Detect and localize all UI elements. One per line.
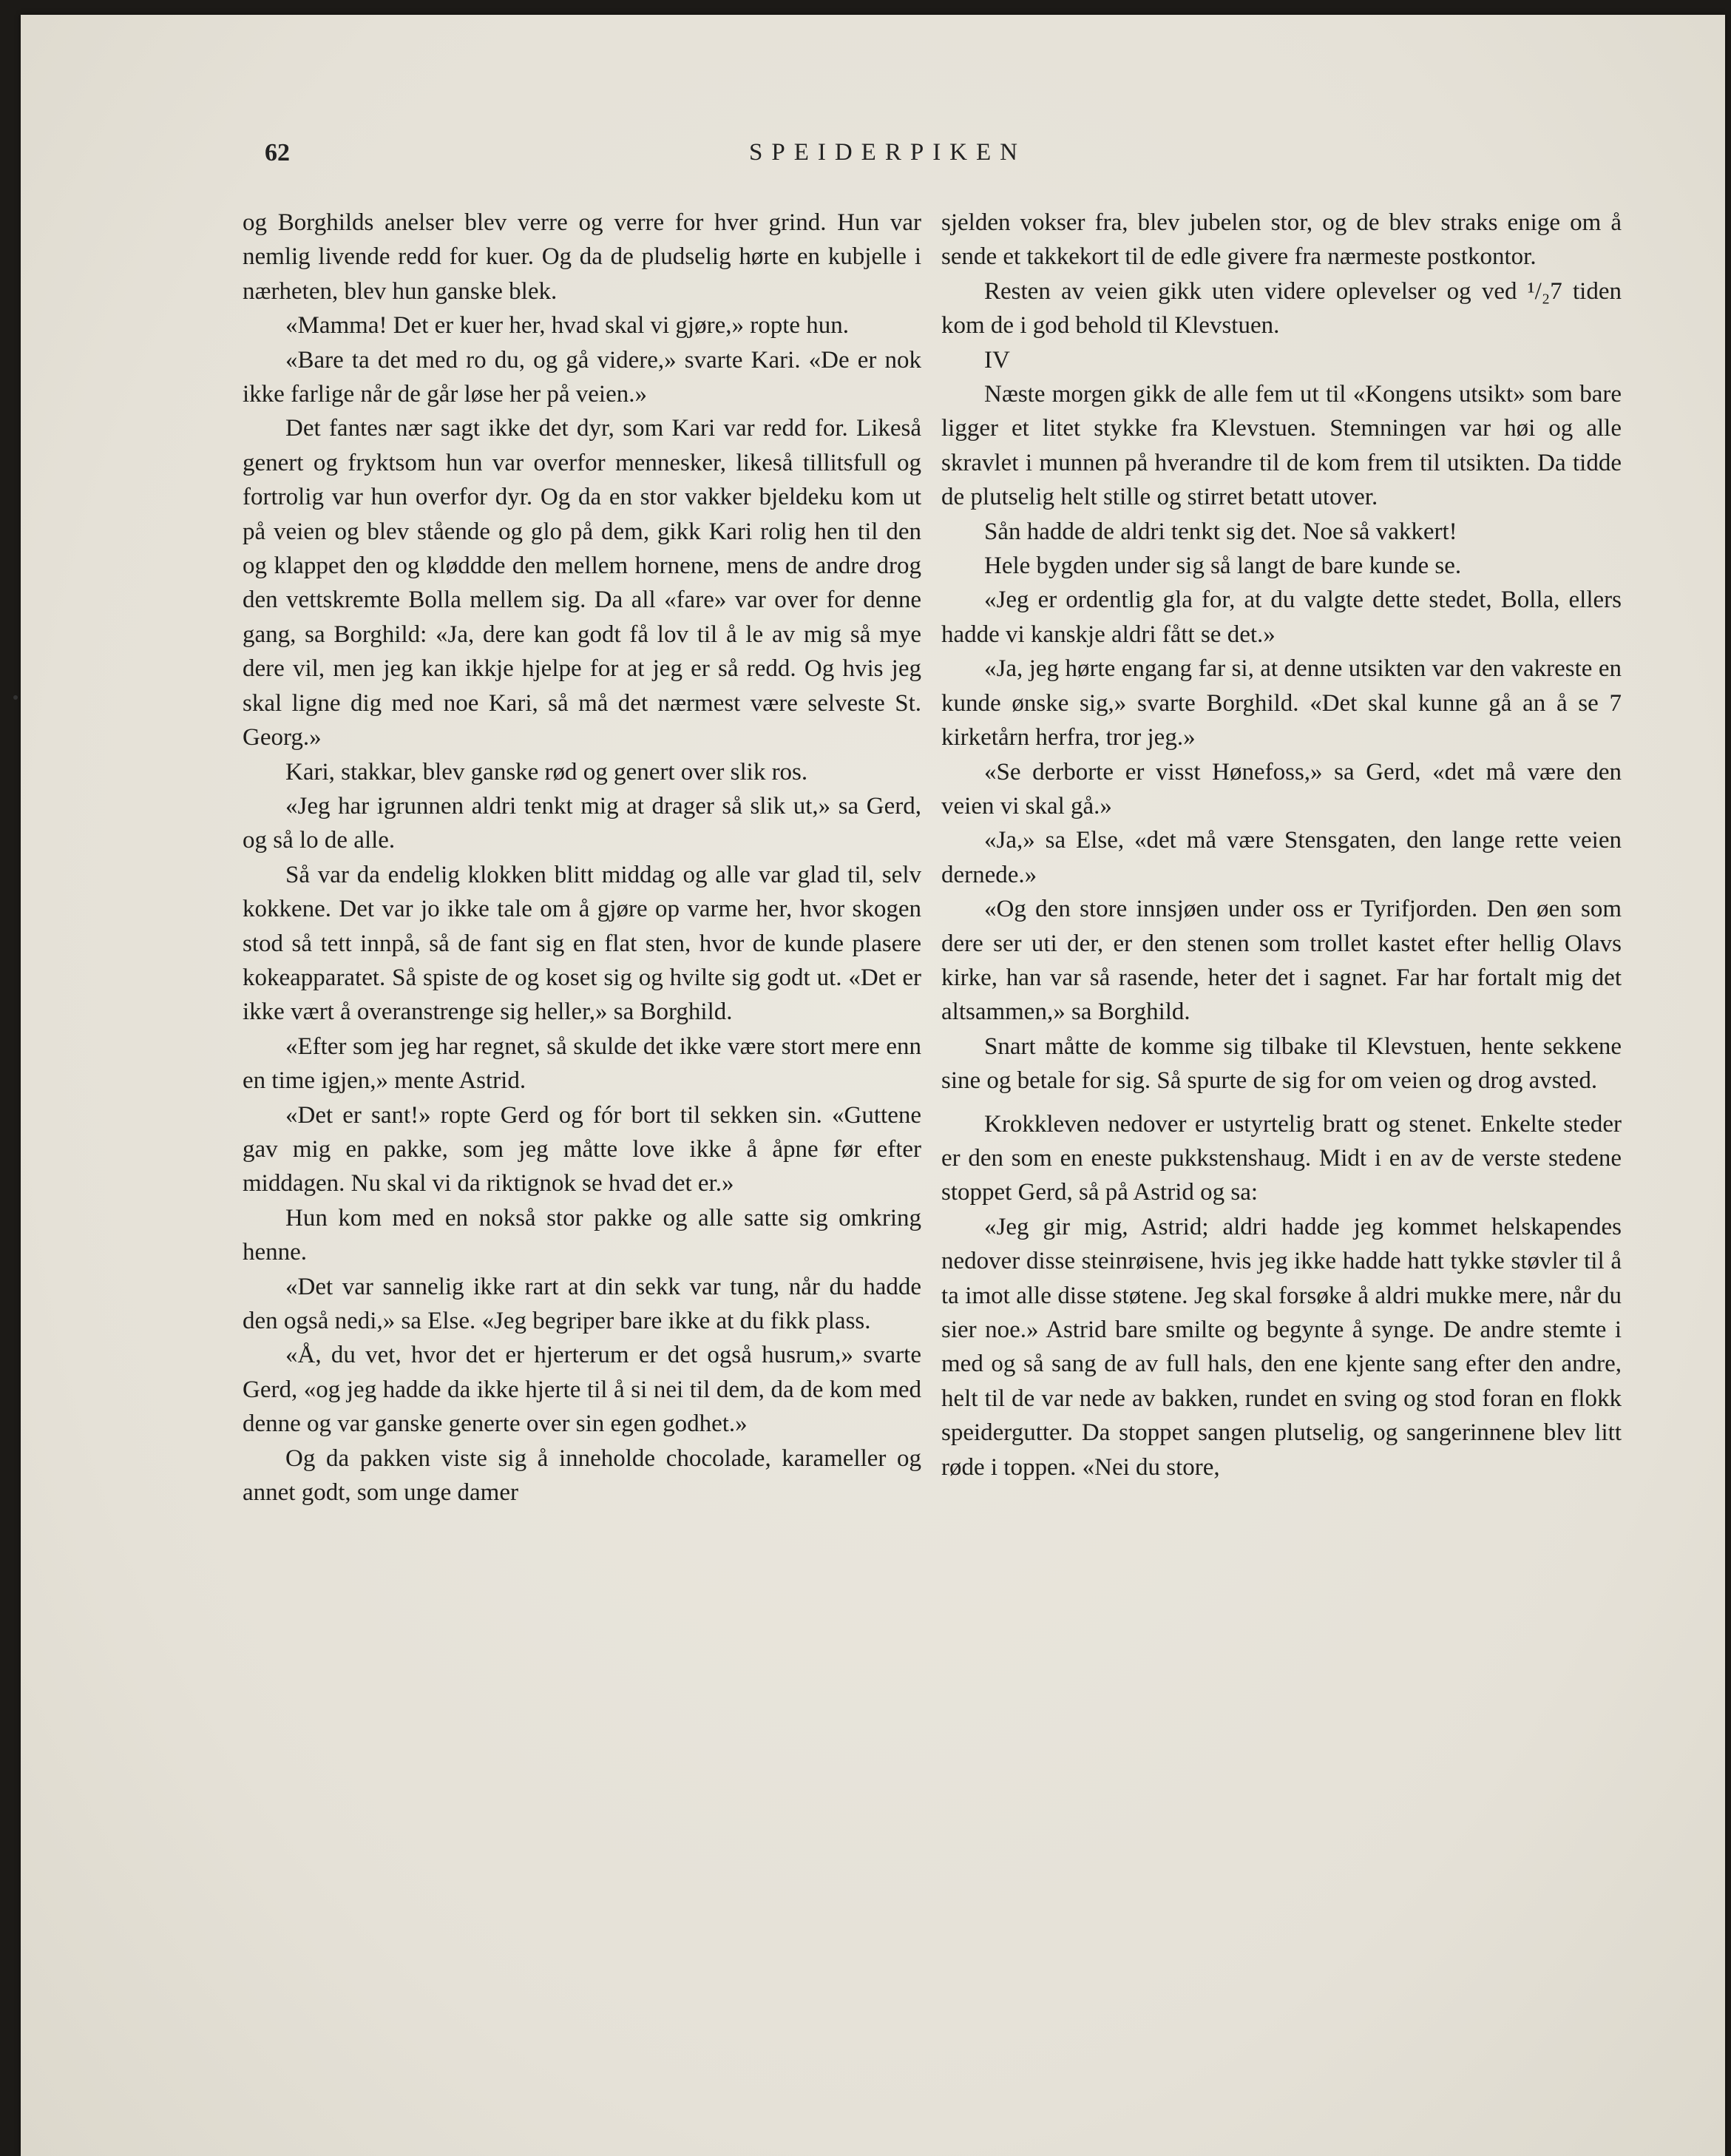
right-column: [941, 206, 1622, 1484]
paragraph: «Jeg gir mig, Astrid; aldri hadde jeg kommet helskapendes nedover disse steinrøisene, hvis jeg ikke hadde hatt tykke støvler til å ta imot alle disse støtene. Jeg skal forsøke å aldri mukke mere, når du sier noe.» Astrid bare smilte og begynte å synge. De andre stemte i med og så sang de av full hals, den ene kjente sang efter den andre, helt til de var nede av bakken, rundet en sving og stod foran en flokk speidergutter. Da stoppet sangen plutselig, og sangerinnene blev litt røde i toppen. «Nei du store,: [941, 1213, 1622, 1481]
paragraph: sjelden vokser fra, blev jubelen stor, og de blev straks enige om å sende et takkekort til de edle givere fra nærmeste postkontor.: [941, 209, 1622, 271]
paragraph: «Det er sant!» ropte Gerd og fór bort til sekken sin. «Guttene gav mig en pakke, som jeg måtte love ikke å åpne før efter middagen. Nu skal vi da riktignok se hvad det er.»: [243, 1101, 921, 1197]
paragraph: «Bare ta det med ro du, og gå videre,» svarte Kari. «De er nok ikke farlige når de går løse her på veien.»: [243, 346, 921, 408]
paragraph: Og da pakken viste sig å inneholde chocolade, karameller og annet godt, som unge damer: [243, 1444, 921, 1507]
paragraph: «Ja, jeg hørte engang far si, at denne utsikten var den vakreste en kunde ønske sig,» svarte Borghild. «Det skal kunne gå an å se 7 kirketårn herfra, tror jeg.»: [941, 655, 1622, 751]
paragraph: Det fantes nær sagt ikke det dyr, som Kari var redd for. Likeså genert og fryktsom hun var overfor mennesker, likeså tillitsfull og fortrolig var hun overfor dyr. Og da en stor vakker bjeldeku kom ut på veien og blev stående og glo på dem, gikk Kari rolig hen til den og klappet den og kløddde den mellem hornene, mens de andre drog den vettskremte Bolla mellem sig. Da all «fare» var over for denne gang, sa Borghild: «Ja, dere kan godt få lov til å le av mig så mye dere vil, men jeg kan ikkje hjelpe for at jeg er så redd. Og hvis jeg skal ligne dig med noe Kari, så må det nærmest være selveste St. Georg.»: [243, 415, 921, 751]
paragraph: Kari, stakkar, blev ganske rød og genert over slik ros.: [285, 758, 808, 785]
paragraph: Næste morgen gikk de alle fem ut til «Kongens utsikt» som bare ligger et litet stykke fra Klevstuen. Stemningen var høi og alle skravlet i munnen på hverandre til de kom frem til utsikten. Da tidde de plutselig helt stille og stirret betatt utover.: [941, 381, 1622, 511]
paragraph: «Ja,» sa Else, «det må være Stensgaten, den lange rette veien dernede.»: [941, 827, 1622, 888]
paragraph: Sån hadde de aldri tenkt sig det. Noe så vakkert!: [984, 518, 1457, 545]
paragraph: Hun kom med en nokså stor pakke og alle satte sig omkring henne.: [243, 1204, 921, 1266]
section-heading: IV: [984, 346, 1010, 374]
book-page: [21, 15, 1725, 2156]
page-header: [21, 139, 1725, 176]
paragraph: Resten av veien gikk uten videre oplevelser og ved ¹/₂7 tiden kom de i god behold til Klevstuen.: [941, 277, 1622, 339]
paragraph: Så var da endelig klokken blitt middag og alle var glad til, selv kokkene. Det var jo ikke tale om å gjøre op varme her, hvor skogen stod så tett innpå, så de fant sig en flat sten, hvor de kunde plasere kokeapparatet. Så spiste de og koset sig og hvilte sig godt ut. «Det er ikke vært å overanstrenge sig heller,» sa Borghild.: [243, 861, 921, 1026]
paragraph: «Jeg har igrunnen aldri tenkt mig at drager så slik ut,» sa Gerd, og så lo de alle.: [243, 792, 921, 854]
paragraph: «Mamma! Det er kuer her, hvad skal vi gjøre,» ropte hun.: [285, 312, 850, 339]
paragraph: Hele bygden under sig så langt de bare kunde se.: [984, 552, 1462, 580]
paragraph: «Å, du vet, hvor det er hjerterum er det også husrum,» svarte Gerd, «og jeg hadde da ikke hjerte til å si nei til dem, da de kom med denne og var ganske generte over sin egen godhet.»: [243, 1342, 921, 1438]
paragraph: «Og den store innsjøen under oss er Tyrifjorden. Den øen som dere ser uti der, er den stenen som trollet kastet efter hellig Olavs kirke, han var så rasende, heter det i sagnet. Far har fortalt mig det altsammen,» sa Borghild.: [941, 896, 1622, 1026]
paragraph: «Jeg er ordentlig gla for, at du valgte dette stedet, Bolla, ellers hadde vi kanskje aldri fått se det.»: [941, 587, 1622, 648]
paragraph: «Se derborte er visst Hønefoss,» sa Gerd, «det må være den veien vi skal gå.»: [941, 758, 1622, 820]
running-title: SPEIDERPIKEN: [748, 139, 1027, 166]
paragraph: Krokkleven nedover er ustyrtelig bratt og stenet. Enkelte steder er den som en eneste pukkstenshaug. Midt i en av de verste stedene stoppet Gerd, så på Astrid og sa:: [941, 1110, 1622, 1206]
paragraph: og Borghilds anelser blev verre og verre for hver grind. Hun var nemlig livende redd for kuer. Og da de pludselig hørte en kubjelle i nærheten, blev hun ganske blek.: [243, 209, 921, 305]
page-number: 62: [265, 139, 290, 166]
paragraph: «Det var sannelig ikke rart at din sekk var tung, når du hadde den også nedi,» sa Else. «Jeg begriper bare ikke at du fikk plass.: [243, 1273, 921, 1334]
scan-mark: [13, 695, 18, 700]
left-column: [243, 206, 921, 1510]
paragraph: «Efter som jeg har regnet, så skulde det ikke være stort mere enn en time igjen,» mente Astrid.: [243, 1033, 921, 1095]
paragraph: Snart måtte de komme sig tilbake til Klevstuen, hente sekkene sine og betale for sig. Så spurte de sig for om veien og drog avsted.: [941, 1033, 1622, 1095]
